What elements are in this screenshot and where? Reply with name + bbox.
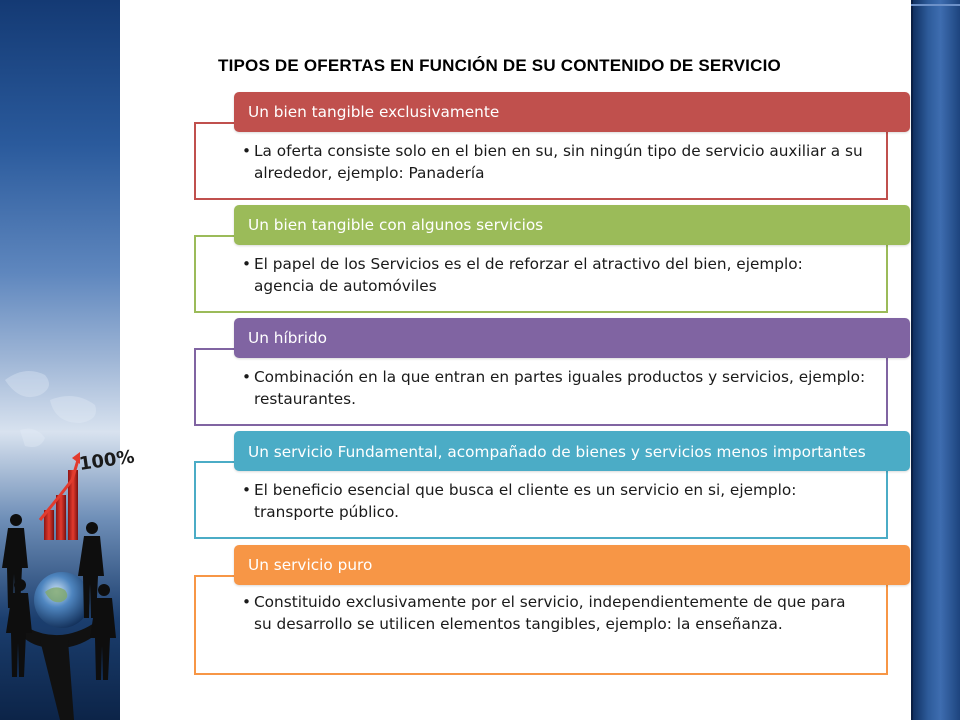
offer-type-label: Un servicio Fundamental, acompañado de bienes y servicios menos importantes [234,431,910,471]
offer-description-box [194,575,888,675]
offer-type-label: Un híbrido [234,318,910,358]
offer-description [242,591,866,635]
bullet: • [242,368,252,386]
stripe-top-line [911,4,960,6]
stripe-edge [911,0,913,720]
offer-description-text: El beneficio esencial que busca el cliente es un servicio en si, ejemplo: transporte público. [254,481,797,521]
offer-description-box [194,348,888,426]
offer-description [242,479,866,523]
offer-description [242,253,866,297]
world-map-texture [5,371,96,447]
offer-description [242,366,866,410]
rising-bars-icon [40,452,80,540]
slide-title: TIPOS DE OFERTAS EN FUNCIÓN DE SU CONTENIDO DE SERVICIO [218,56,781,75]
bullet: • [242,481,252,499]
offer-type-label: Un bien tangible con algunos servicios [234,205,910,245]
offer-description [242,140,866,184]
offer-type-label: Un servicio puro [234,545,910,585]
offer-description-text: Constituido exclusivamente por el servicio, independientemente de que para su desarrollo se utilicen elementos tangibles, ejemplo: la enseñanza. [254,593,846,633]
bullet: • [242,593,252,611]
offer-description-text: El papel de los Servicios es el de reforzar el atractivo del bien, ejemplo: agencia de automóviles [254,255,803,295]
left-decorative-panel [0,0,136,720]
offer-description-text: La oferta consiste solo en el bien en su, sin ningún tipo de servicio auxiliar a su alrededor, ejemplo: Panadería [254,142,863,182]
bullet: • [242,142,252,160]
offer-description-box [194,235,888,313]
business-globe-illustration [0,0,136,720]
bullet: • [242,255,252,273]
offer-description-box [194,122,888,200]
offer-type-label: Un bien tangible exclusivamente [234,92,910,132]
chart-percent-label: 100% [77,446,136,475]
offer-description-text: Combinación en la que entran en partes iguales productos y servicios, ejemplo: restaurantes. [254,368,866,408]
offer-description-box [194,461,888,539]
right-decorative-stripe [911,0,960,720]
